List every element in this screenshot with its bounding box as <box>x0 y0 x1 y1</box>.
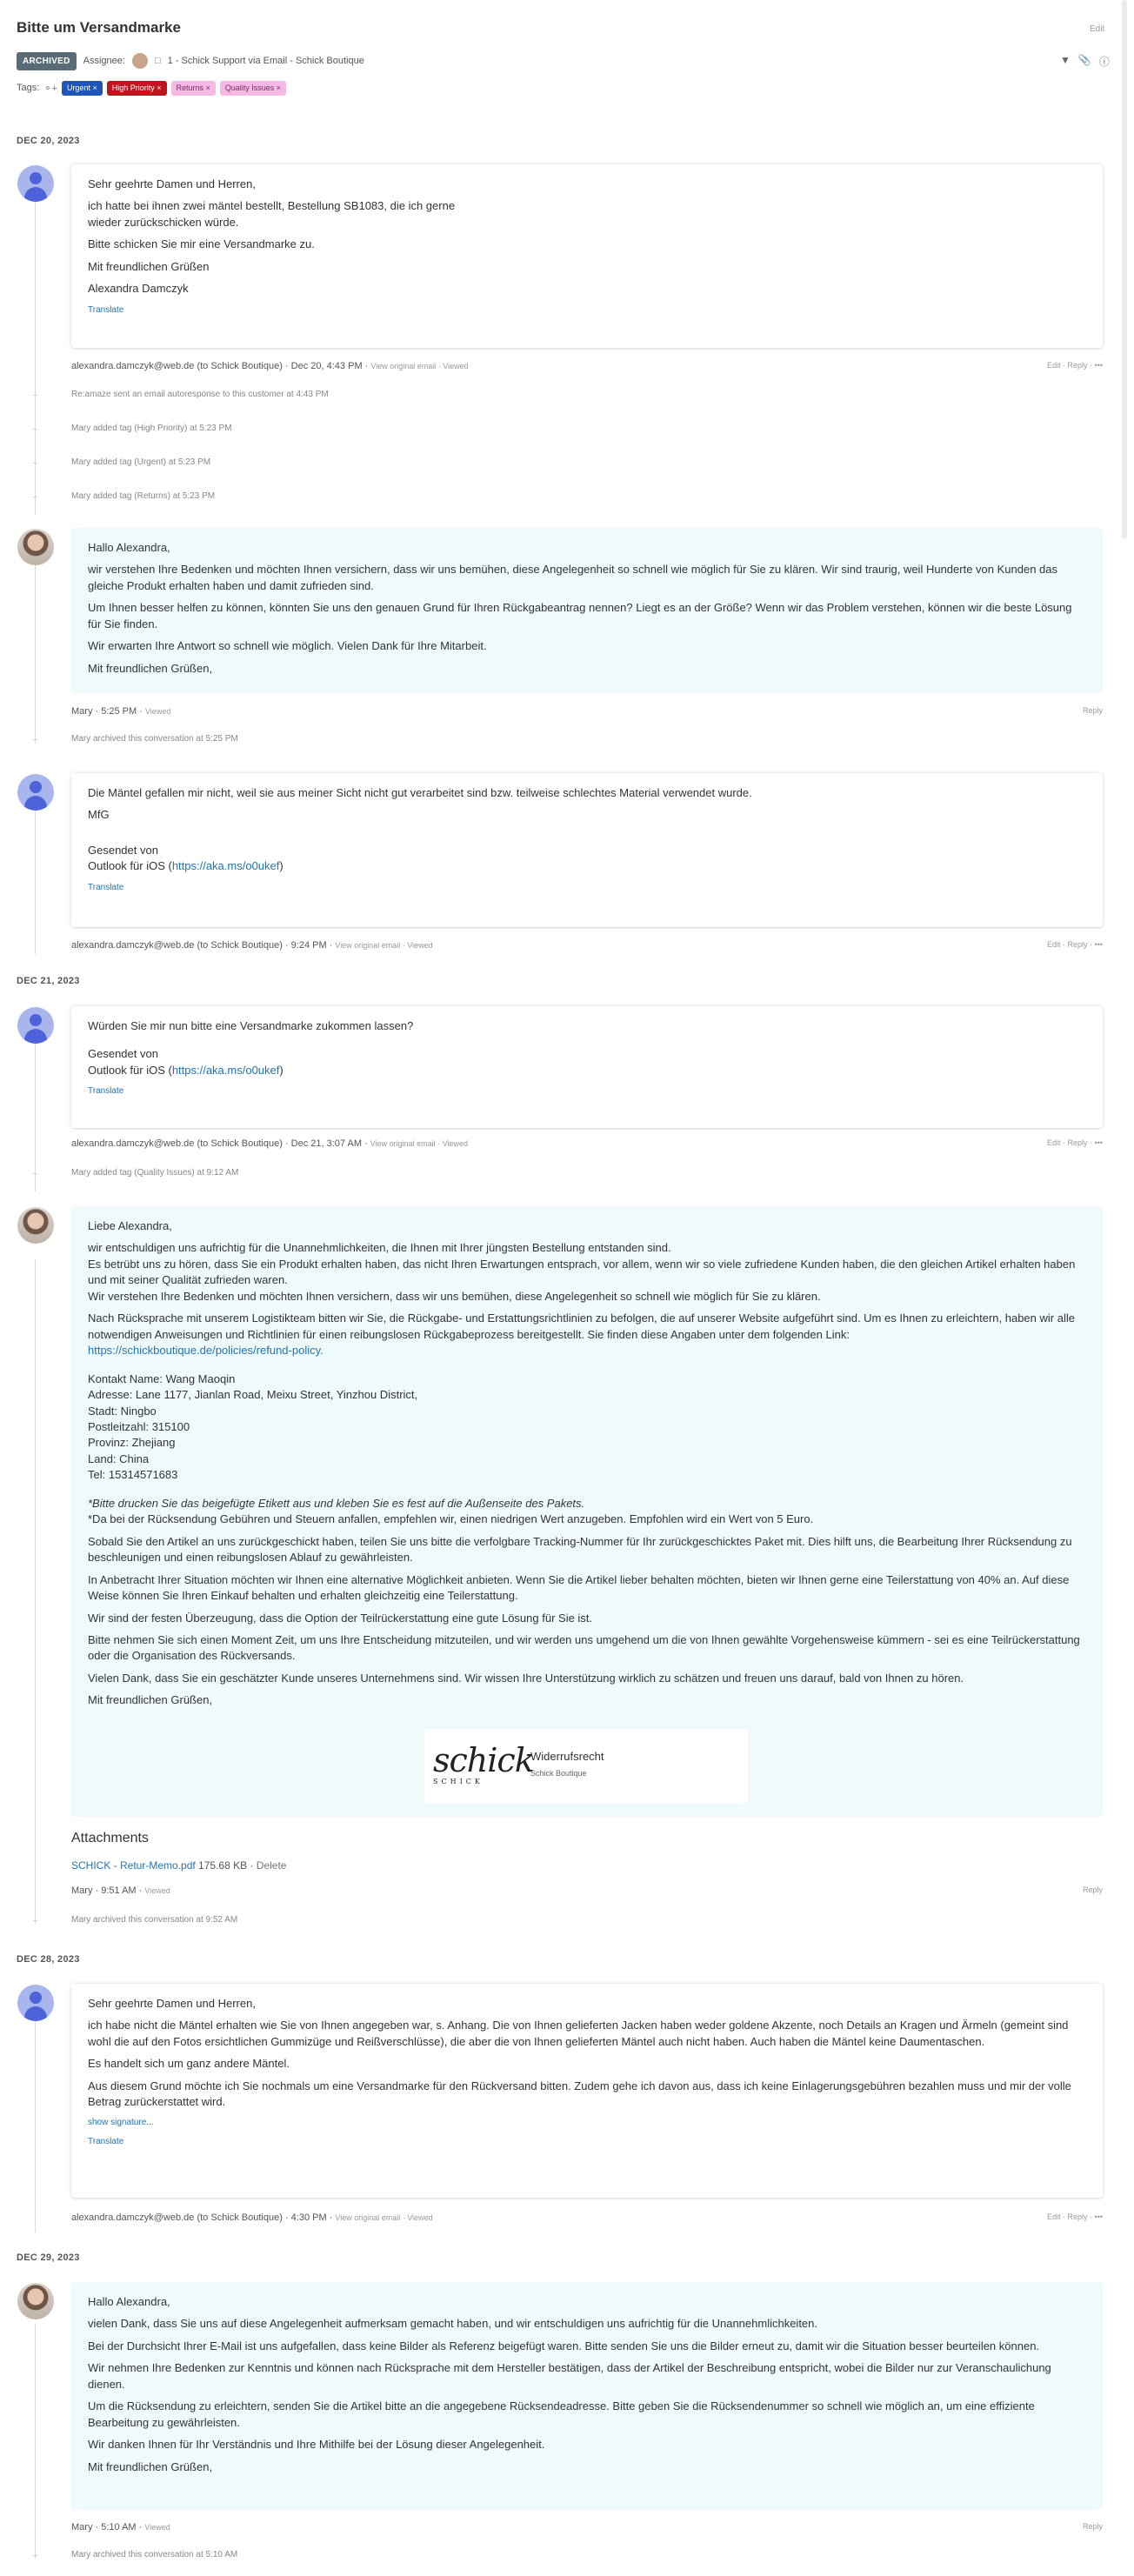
message-line: wir verstehen Ihre Bedenken und möchten Ihnen versichern, dass wir uns bemühen, diese Angelegenheit so schnell wie möglich für Sie zu klären. Wir sind traurig, weil Hunderte von Kunden das gleiche Produkt erhalten haben und damit zufrieden sind. <box>88 563 1058 592</box>
message-line: Bei der Durchsicht Ihrer E-Mail ist uns aufgefallen, dass keine Bilder als Referenz beigefügt waren. Bitte senden Sie uns die Bilder erneut zu, damit wir die Situation besser beurteilen können. <box>88 2339 1040 2352</box>
message-card <box>71 1984 1103 2198</box>
view-original-email-link[interactable]: View original email <box>335 941 401 950</box>
translate-link[interactable]: Translate <box>88 882 124 892</box>
message-line: Sobald Sie den Artikel an uns zurückgeschickt haben, teilen Sie uns bitte die verfolgbare Tracking-Nummer für Ihr zurückgeschicktes Paket mit. Dies hilft uns, die Bearbeitung Ihrer Rücksendung zu beschleunigen und einen reibungslosen Ablauf zu gewährleisten. <box>88 1534 1072 1565</box>
delete-attachment-link[interactable]: Delete <box>256 1859 287 1872</box>
message-line: Alexandra Damczyk <box>88 282 189 296</box>
message-line: Es betrübt uns zu hören, dass Sie ein Produkt erhalten haben, das nicht Ihren Erwartungen entsprach, vor allem, wenn wir so viele zufriedene Kunden haben, die den gleichen Artikel erhalten haben und mit seiner Qualität zufrieden waren. <box>88 1257 1076 1287</box>
message-line: Mit freundlichen Grüßen <box>88 259 210 273</box>
more-options-icon[interactable]: ••• <box>1094 2212 1103 2221</box>
message-meta: alexandra.damczyk@web.de (to Schick Boutique) · Dec 20, 4:43 PM · View original email · Viewed Edit · Reply · ••• <box>71 361 1103 371</box>
message-card <box>71 1206 1103 1817</box>
tag-icon[interactable]: ⚬+ <box>43 83 57 94</box>
scrollbar[interactable] <box>1122 0 1127 539</box>
reply-link[interactable]: Reply <box>1067 361 1088 370</box>
customer-avatar <box>17 1985 54 2021</box>
assignee-label: Assignee: <box>83 56 125 66</box>
reply-link[interactable]: Reply <box>1082 2522 1103 2531</box>
timeline-line <box>35 565 36 744</box>
more-options-icon[interactable]: ••• <box>1094 361 1103 370</box>
translate-link[interactable]: Translate <box>88 1086 124 1097</box>
address-line: Land: China <box>88 1452 150 1465</box>
schick-logo: schick SCHICK <box>433 1741 534 1785</box>
viewed-status: Viewed <box>443 362 469 370</box>
message-sender: alexandra.damczyk@web.de (to Schick Boutique) · Dec 21, 3:07 AM · <box>71 1138 368 1149</box>
message-meta: alexandra.damczyk@web.de (to Schick Boutique) · Dec 21, 3:07 AM · View original email · Viewed Edit · Reply · ••• <box>71 1138 1103 1149</box>
tags-row <box>17 79 286 97</box>
message-line: Wir sind der festen Überzeugung, dass die Option der Teilrückerstattung eine gute Lösung für Sie ist. <box>88 1611 593 1625</box>
address-line: Tel: 15314571683 <box>88 1468 178 1482</box>
message-actions <box>1083 2522 1103 2531</box>
event-marker <box>33 1920 37 1921</box>
message-line: vielen Dank, dass Sie uns auf diese Angelegenheit aufmerksam gemacht haben, und wir entschuldigen uns aufrichtig für die Unannehmlichkeiten. <box>88 2317 818 2331</box>
message-card <box>71 164 1103 348</box>
timeline-line <box>35 2019 36 2232</box>
customer-avatar <box>17 1007 54 1044</box>
date-divider: DEC 29, 2023 <box>17 2252 80 2263</box>
message-note: *Bitte drucken Sie das beigefügte Etikett aus und kleben Sie es fest auf die Außenseite des Pakets. <box>88 1496 585 1510</box>
agent-avatar <box>17 2283 54 2319</box>
info-icon[interactable]: ⓘ <box>1098 56 1110 68</box>
view-original-email-link[interactable]: View original email <box>370 362 437 370</box>
message-line: Outlook für iOS (https://aka.ms/o0ukef) <box>88 859 284 873</box>
status-badge: ARCHIVED <box>17 52 77 70</box>
message-line: Bitte nehmen Sie sich einen Moment Zeit, um uns Ihre Entscheidung mitzuteilen, und wir werden uns umgehend um die von Ihnen gewählte Vorgehensweise kümmern - sei es eine Teilrückerstattung oder die Organisation des Rückversands. <box>88 1632 1080 1663</box>
conversation-title: Bitte um Versandmarke <box>17 19 181 36</box>
message-line: Mit freundlichen Grüßen, <box>88 2459 213 2473</box>
tag-quality-issues[interactable]: Quality Issues × <box>220 81 286 96</box>
address-line: Adresse: Lane 1177, Jianlan Road, Meixu Street, Yinzhou District, <box>88 1388 418 1402</box>
attachments-heading: Attachments <box>71 1831 149 1845</box>
message-line: Liebe Alexandra, <box>88 1219 172 1232</box>
message-sender: alexandra.damczyk@web.de (to Schick Boutique) · 4:30 PM · <box>71 2212 333 2223</box>
message-card <box>71 528 1103 693</box>
message-line: Aus diesem Grund möchte ich Sie nochmals um eine Versandmarke für den Rückversand bitten. Zudem gehe ich davon aus, dass ich keine Einlagerungsgebühren bezahlen muss und mir der volle Betrag zurückerstattet wird. <box>88 2079 1071 2109</box>
agent-avatar <box>17 529 54 565</box>
viewed-status: Viewed <box>144 707 171 716</box>
signature-card[interactable] <box>424 1729 748 1804</box>
tag-high-priority[interactable]: High Priority × <box>107 81 167 96</box>
outlook-link[interactable]: https://aka.ms/o0ukef <box>171 1063 280 1077</box>
filter-icon[interactable]: ▼ <box>1060 54 1071 66</box>
timeline-line <box>35 202 36 515</box>
date-divider: DEC 28, 2023 <box>17 1954 80 1965</box>
show-signature-link[interactable]: show signature... <box>88 2117 154 2127</box>
message-line: Gesendet von <box>88 843 158 857</box>
viewed-status: Viewed <box>407 2213 433 2222</box>
message-line: Bitte schicken Sie mir eine Versandmarke zu. <box>88 237 315 251</box>
message-line: Mit freundlichen Grüßen, <box>88 1693 213 1707</box>
viewed-status: Viewed <box>442 1139 469 1148</box>
reply-link[interactable]: Reply <box>1067 940 1088 949</box>
message-actions <box>1083 1885 1103 1894</box>
viewed-status: Viewed <box>144 2523 170 2532</box>
event-marker <box>33 429 37 430</box>
attachment-link[interactable]: SCHICK - Retur-Memo.pdf <box>71 1859 196 1872</box>
refund-policy-link[interactable]: https://schickboutique.de/policies/refund-policy. <box>88 1344 324 1358</box>
message-line: Hallo Alexandra, <box>88 2295 170 2308</box>
message-line: Wir verstehen Ihre Bedenken und möchten Ihnen versichern, dass wir uns bemühen, diese Angelegenheit so schnell wie möglich für Sie zu klären. <box>88 1289 821 1303</box>
event-marker <box>33 739 37 740</box>
message-meta: alexandra.damczyk@web.de (to Schick Boutique) · 9:24 PM · View original email · Viewed Edit · Reply · ••• <box>71 940 1103 951</box>
timeline-line <box>35 811 36 954</box>
message-meta <box>71 706 1103 717</box>
message-sender: Mary · 9:51 AM · <box>71 1885 143 1896</box>
message-line: Nach Rücksprache mit unserem Logistikteam bitten wir Sie, die Rückgabe- und Erstattungsrichtlinien zu befolgen, die auf unserer Website aufgeführt sind. Um es Ihnen zu erleichtern, haben wir alle notwendigen Anweisungen und Richtlinien für einen reibungslosen Rückgabeprozess bereitgestellt. Sie finden diese Angaben unter dem folgenden Link: <box>88 1311 1075 1341</box>
event-marker <box>33 1173 37 1174</box>
assignee-avatar[interactable] <box>132 53 148 69</box>
timeline-line <box>35 2324 36 2559</box>
attachment-item: SCHICK - Retur-Memo.pdf 175.68 KB · Delete <box>71 1859 287 1872</box>
agent-avatar <box>17 1207 54 1244</box>
message-line: ich habe nicht die Mäntel erhalten wie Sie von Ihnen angegeben war, s. Anhang. Die von Ihnen gelieferten Jacken haben weder goldene Akzente, noch Details an Kragen und Ärmeln (gemeint sind wohl die auf den Fotos ersichtlichen Gummizüge und Reißverschlüsse), die aber die von Ihnen gelieferten Mäntel auch nicht haben. Auch haben die Mäntel keine Daumentaschen. <box>88 2019 1069 2048</box>
message-line: Würden Sie mir nun bitte eine Versandmarke zukommen lassen? <box>88 1019 414 1032</box>
message-line: Es handelt sich um ganz andere Mäntel. <box>88 2057 290 2071</box>
message-line: Die Mäntel gefallen mir nicht, weil sie aus meiner Sicht nicht gut verarbeitet sind bzw. teilweise schlechtes Material verwendet wurde. <box>88 786 752 799</box>
message-line: Sehr geehrte Damen und Herren, <box>88 177 256 190</box>
channel-label[interactable]: 1 - Schick Support via Email - Schick Boutique <box>167 56 364 66</box>
event-marker <box>33 2555 37 2556</box>
translate-link[interactable]: Translate <box>88 304 124 315</box>
message-actions: Edit · Reply · ••• <box>1047 361 1103 370</box>
event-marker <box>33 463 37 464</box>
message-line: Um Ihnen besser helfen zu können, könnten Sie uns den genauen Grund für Ihren Rückgabeantrag nennen? Liegt es an der Größe? Wenn wir das Problem verstehen, können wir die beste Lösung für Sie finden. <box>88 601 1072 631</box>
message-meta <box>71 2522 1103 2533</box>
message-line: Wir danken Ihnen für Ihr Verständnis und Ihre Mithilfe bei der Lösung dieser Angelegenheit. <box>88 2438 545 2452</box>
timeline-event: Mary added tag (Quality Issues) at 9:12 AM <box>71 1168 239 1178</box>
message-sender: alexandra.damczyk@web.de (to Schick Boutique) · 9:24 PM · <box>71 940 333 951</box>
outlook-link[interactable]: https://aka.ms/o0ukef <box>171 859 280 873</box>
message-card <box>71 2282 1103 2510</box>
message-line: Mit freundlichen Grüßen, <box>88 661 213 675</box>
message-sender: Mary · 5:25 PM · <box>71 706 143 717</box>
edit-message-link[interactable]: Edit <box>1047 1138 1061 1147</box>
date-divider: DEC 20, 2023 <box>17 136 80 146</box>
tag-returns[interactable]: Returns × <box>171 81 216 96</box>
timeline-line <box>35 1044 36 1191</box>
signature-subtitle: Schick Boutique <box>530 1769 587 1778</box>
message-line: Wir nehmen Ihre Bedenken zur Kenntnis und können nach Rücksprache mit dem Hersteller bestätigen, dass der Artikel der Beschreibung entspricht, wobei die Bilder nur zur Veranschaulichung dienen. <box>88 2361 1051 2391</box>
timeline-event: Mary archived this conversation at 5:25 PM <box>71 734 238 744</box>
message-line: In Anbetracht Ihrer Situation möchten wir Ihnen eine alternative Möglichkeit anbieten. Wenn Sie die Artikel lieber behalten möchten, bieten wir Ihnen gerne eine Teilerstattung von 40% an. Auf diese Weise können Sie Ihren Einkauf behalten und erhalten gleichzeitig eine Teilerstattung. <box>88 1572 1070 1603</box>
edit-message-link[interactable]: Edit <box>1047 361 1061 370</box>
more-options-icon[interactable]: ••• <box>1094 940 1103 949</box>
message-meta: alexandra.damczyk@web.de (to Schick Boutique) · 4:30 PM · View original email · Viewed Edit · Reply · ••• <box>71 2212 1103 2223</box>
translate-link[interactable]: Translate <box>88 2136 124 2146</box>
message-card <box>71 1006 1103 1128</box>
message-meta <box>71 1885 1103 1896</box>
edit-message-link[interactable]: Edit <box>1047 940 1061 949</box>
message-line: Outlook für iOS (https://aka.ms/o0ukef) <box>88 1063 284 1077</box>
message-actions: Edit · Reply · ••• <box>1047 2212 1103 2221</box>
customer-avatar <box>17 774 54 811</box>
timeline-event: Re:amaze sent an email autoresponse to this customer at 4:43 PM <box>71 390 329 399</box>
viewed-status: Viewed <box>144 1886 170 1895</box>
reply-link[interactable]: Reply <box>1067 2212 1088 2221</box>
inbox-icon: □ <box>154 56 161 66</box>
attachment-icon[interactable]: 📎 <box>1077 54 1091 66</box>
message-card <box>71 773 1103 927</box>
address-line: Stadt: Ningbo <box>88 1404 157 1418</box>
edit-title-link[interactable]: Edit <box>1090 24 1105 34</box>
message-line: ich hatte bei ihnen zwei mäntel bestellt, Bestellung SB1083, die ich gerne <box>88 199 456 213</box>
viewed-status: Viewed <box>407 941 433 950</box>
message-line: wir entschuldigen uns aufrichtig für die Unannehmlichkeiten, die Ihnen mit Ihrer jüngsten Bestellung entstanden sind. <box>88 1241 671 1255</box>
view-original-email-link[interactable]: View original email <box>335 2213 401 2222</box>
edit-message-link[interactable]: Edit <box>1047 2212 1061 2221</box>
timeline-line <box>35 1259 36 1924</box>
message-actions: Edit · Reply · ••• <box>1047 940 1103 949</box>
message-line: wieder zurückschicken würde. <box>88 215 239 229</box>
attachment-size: 175.68 KB <box>198 1859 248 1872</box>
tag-urgent[interactable]: Urgent × <box>62 81 103 96</box>
reply-link[interactable]: Reply <box>1082 706 1103 715</box>
message-actions: Edit · Reply · ••• <box>1047 1138 1103 1147</box>
message-sender: alexandra.damczyk@web.de (to Schick Boutique) · Dec 20, 4:43 PM · <box>71 361 369 371</box>
customer-avatar <box>17 165 54 202</box>
timeline-event: Mary added tag (Urgent) at 5:23 PM <box>71 457 211 467</box>
address-line: Kontakt Name: Wang Maoqin <box>88 1371 236 1385</box>
message-line: Um die Rücksendung zu erleichtern, senden Sie die Artikel bitte an die angegebene Rücksendeadresse. Bitte geben Sie die Rücksendenummer so schnell wie möglich an, um eine effiziente Bearbeitung zu gewährleisten. <box>88 2399 1035 2429</box>
tags-label: Tags: <box>17 83 40 93</box>
view-original-email-link[interactable]: View original email <box>370 1139 436 1148</box>
conversation-info-row <box>17 50 364 71</box>
reply-link[interactable]: Reply <box>1067 1138 1088 1147</box>
message-sender: Mary · 5:10 AM · <box>71 2522 143 2533</box>
address-line: Provinz: Zhejiang <box>88 1436 176 1450</box>
timeline-event: Mary added tag (Returns) at 5:23 PM <box>71 491 216 501</box>
message-actions <box>1083 706 1103 715</box>
message-line: Sehr geehrte Damen und Herren, <box>88 1997 256 2010</box>
message-note: *Da bei der Rücksendung Gebühren und Steuern anfallen, empfehlen wir, einen niedrigen Wert anzugeben. Empfohlen wird ein Wert von 5 Euro. <box>88 1512 814 1526</box>
message-line: MfG <box>88 808 110 822</box>
message-line: Hallo Alexandra, <box>88 541 170 554</box>
timeline-event: Mary archived this conversation at 5:10 AM <box>71 2550 238 2559</box>
timeline-event: Mary added tag (High Priority) at 5:23 PM <box>71 424 232 433</box>
reply-link[interactable]: Reply <box>1082 1885 1103 1894</box>
signature-title: Widerrufsrecht <box>530 1750 604 1763</box>
event-marker <box>33 395 37 396</box>
message-line: Vielen Dank, dass Sie ein geschätzter Kunde unseres Unternehmens sind. Wir wissen Ihre Unterstützung wirklich zu schätzen und freuen uns darauf, bald von Ihnen zu hören. <box>88 1671 964 1685</box>
header-tools <box>1060 54 1110 69</box>
more-options-icon[interactable]: ••• <box>1094 1138 1103 1147</box>
message-line: Gesendet von <box>88 1047 158 1061</box>
message-line: Wir erwarten Ihre Antwort so schnell wie möglich. Vielen Dank für Ihre Mitarbeit. <box>88 639 487 653</box>
address-line: Postleitzahl: 315100 <box>88 1419 190 1433</box>
date-divider: DEC 21, 2023 <box>17 976 80 986</box>
timeline-event: Mary archived this conversation at 9:52 AM <box>71 1915 238 1925</box>
